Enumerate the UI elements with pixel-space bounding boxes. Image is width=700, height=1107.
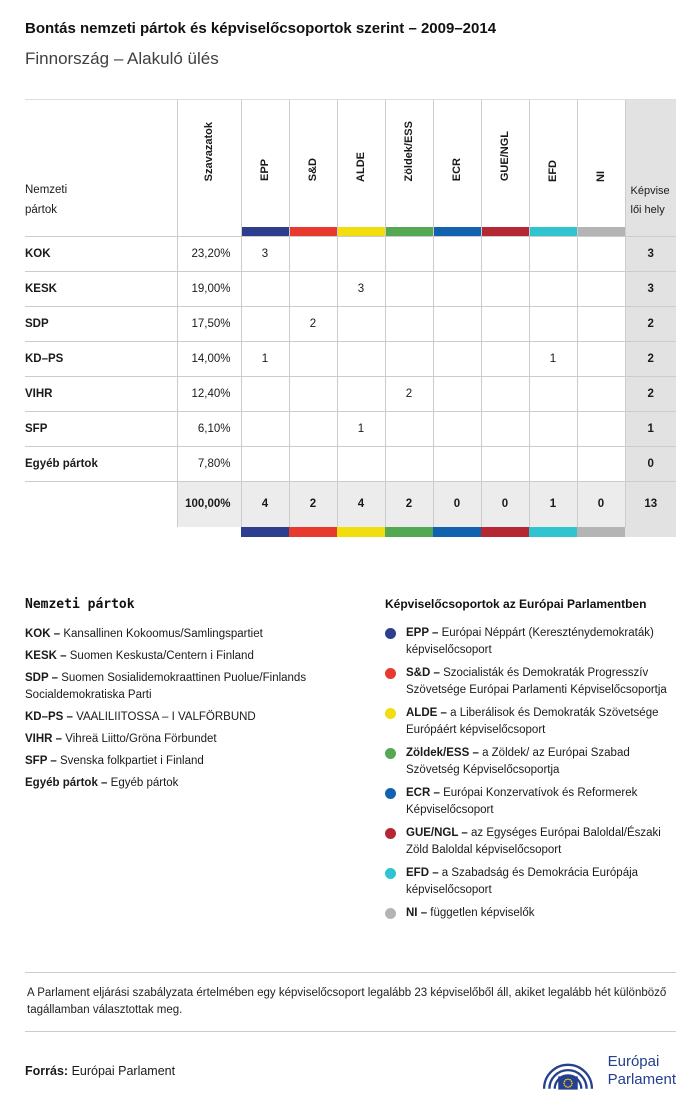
table-row (25, 377, 676, 412)
group-cell (481, 447, 529, 482)
legend-abbr: Egyéb pártok – (25, 776, 108, 789)
group-column-header: EFD (529, 100, 577, 227)
votes-cell: 23,20% (177, 237, 241, 272)
group-cell (385, 237, 433, 272)
group-cell (385, 412, 433, 447)
bar-spacer (25, 527, 177, 537)
table-row (25, 412, 676, 447)
group-cell (481, 237, 529, 272)
source-value: Európai Parlament (71, 1063, 176, 1078)
page-subtitle: Finnország – Alakuló ülés (25, 49, 219, 68)
group-cell (577, 237, 625, 272)
ep-logo (537, 1048, 676, 1094)
total-group-cell: 0 (433, 482, 481, 527)
legend-group-item (385, 905, 676, 922)
group-color-dot (385, 828, 396, 839)
legend-party-item (25, 626, 355, 643)
legend-abbr: S&D – (406, 666, 440, 679)
group-color-dot (385, 708, 396, 719)
legend-abbr: EFD – (406, 866, 439, 879)
table-row (25, 307, 676, 342)
legend-name: VAALILIITOSSA – I VALFÖRBUND (76, 710, 256, 723)
group-cell (385, 272, 433, 307)
seats-column-footer (625, 527, 676, 537)
seats-cell: 0 (625, 447, 676, 482)
group-cell (529, 307, 577, 342)
legend-abbr: NI – (406, 906, 428, 919)
group-cell (529, 377, 577, 412)
votes-cell: 19,00% (177, 272, 241, 307)
group-cell (577, 377, 625, 412)
legend-abbr: ALDE – (406, 706, 447, 719)
group-cell (481, 307, 529, 342)
legend-name: a Zöldek/ az Európai Szabad Szövetség Képviselőcsoportja (406, 746, 630, 776)
votes-cell: 17,50% (177, 307, 241, 342)
group-color-bar (385, 527, 433, 537)
legend-name: Kansallinen Kokoomus/Samlingspartiet (63, 627, 263, 640)
legend-abbr: SFP – (25, 754, 57, 767)
group-cell (481, 412, 529, 447)
group-cell: 3 (241, 237, 289, 272)
total-group-cell: 1 (529, 482, 577, 527)
legend-abbr: EPP – (406, 626, 439, 639)
legend-group-item (385, 745, 676, 779)
legend-abbr: SDP – (25, 671, 59, 684)
legend-party-item (25, 775, 355, 792)
group-column-header: S&D (289, 100, 337, 227)
legend-name: a Szabadság és Demokrácia Európája képviselőcsoport (406, 866, 639, 896)
group-legend-title: Képviselőcsoportok az Európai Parlamentben (385, 596, 647, 611)
group-color-dot (385, 668, 396, 679)
seats-cell: 2 (625, 342, 676, 377)
party-name: KOK (25, 237, 177, 272)
group-cell (241, 377, 289, 412)
group-cell: 1 (337, 412, 385, 447)
group-cell: 2 (289, 307, 337, 342)
group-cell (385, 447, 433, 482)
legend-abbr: GUE/NGL – (406, 826, 468, 839)
group-cell (289, 412, 337, 447)
legend-name: Egyéb pártok (110, 776, 179, 789)
legend-party-item (25, 670, 355, 704)
legend-group-item (385, 625, 676, 659)
results-table (25, 99, 676, 537)
group-color-bar (289, 227, 337, 237)
legends (25, 597, 676, 928)
group-cell (577, 307, 625, 342)
party-name: SDP (25, 307, 177, 342)
group-cell: 1 (529, 342, 577, 377)
ep-logo-text: Európai Parlament (607, 1052, 676, 1088)
party-name: VIHR (25, 377, 177, 412)
total-group-cell: 0 (577, 482, 625, 527)
table-row (25, 237, 676, 272)
votes-cell: 12,40% (177, 377, 241, 412)
group-cell (289, 377, 337, 412)
legend-name: Szocialisták és Demokraták Progresszív Szövetsége Európai Parlamenti Képviselőcsoportja (406, 666, 667, 696)
legend-name: az Egységes Európai Baloldal/Északi Zöld Baloldal képviselőcsoport (406, 826, 661, 856)
footnote: A Parlament eljárási szabályzata értelmében egy képviselőcsoport legalább 23 képviselőből áll, akiket legalább hét különböző tagállamban választottak meg. (25, 972, 676, 1032)
seats-cell: 2 (625, 377, 676, 412)
seats-column-header: Képvise lői hely (625, 100, 676, 237)
legend-name: Suomen Sosialidemokraattinen Puolue/Finlands Socialdemokratiska Parti (25, 671, 307, 701)
group-cell (577, 272, 625, 307)
table-row (25, 272, 676, 307)
table-row (25, 342, 676, 377)
legend-name: Vihreä Liitto/Gröna Förbundet (65, 732, 217, 745)
group-cell (529, 447, 577, 482)
total-spacer (25, 482, 177, 527)
total-row (25, 482, 676, 527)
group-cell (577, 447, 625, 482)
group-cell (481, 377, 529, 412)
seats-cell: 2 (625, 307, 676, 342)
legend-abbr: KD–PS – (25, 710, 73, 723)
legend-party-item (25, 731, 355, 748)
group-color-bar (481, 527, 529, 537)
votes-cell: 6,10% (177, 412, 241, 447)
group-color-bar (241, 527, 289, 537)
legend-name: Svenska folkpartiet i Finland (59, 754, 204, 767)
group-cell: 3 (337, 272, 385, 307)
legend-group-item (385, 665, 676, 699)
group-cell (337, 377, 385, 412)
group-cell (241, 272, 289, 307)
group-color-bar (433, 227, 481, 237)
legend-abbr: KOK – (25, 627, 61, 640)
group-column-header: ECR (433, 100, 481, 227)
source (25, 1064, 175, 1078)
group-color-bar (385, 227, 433, 237)
group-legend (385, 597, 676, 928)
party-name: Egyéb pártok (25, 447, 177, 482)
group-cell (433, 272, 481, 307)
group-cell (433, 447, 481, 482)
group-column-header: ALDE (337, 100, 385, 227)
votes-cell: 7,80% (177, 447, 241, 482)
group-column-header: EPP (241, 100, 289, 227)
group-color-dot (385, 868, 396, 879)
group-color-dot (385, 788, 396, 799)
group-column-header: GUE/NGL (481, 100, 529, 227)
seats-cell: 3 (625, 272, 676, 307)
legend-abbr: KESK – (25, 649, 67, 662)
group-cell (433, 342, 481, 377)
group-cell (289, 237, 337, 272)
group-cell (289, 342, 337, 377)
legend-party-item (25, 709, 355, 726)
group-color-dot (385, 748, 396, 759)
group-cell (337, 307, 385, 342)
legend-group-item (385, 825, 676, 859)
total-group-cell: 2 (289, 482, 337, 527)
group-cell (433, 377, 481, 412)
group-color-bar (337, 527, 385, 537)
party-column-header: Nemzeti pártok (25, 100, 177, 237)
party-legend (25, 597, 385, 928)
group-color-bar (529, 227, 577, 237)
source-label: Forrás: (25, 1063, 69, 1078)
total-votes: 100,00% (177, 482, 241, 527)
group-cell (433, 412, 481, 447)
group-cell (241, 307, 289, 342)
group-column-header: Zöldek/ESS (385, 100, 433, 227)
group-cell (337, 342, 385, 377)
total-group-cell: 4 (337, 482, 385, 527)
legend-group-item (385, 865, 676, 899)
table-row (25, 447, 676, 482)
source-row (25, 1048, 676, 1094)
group-color-bar (529, 527, 577, 537)
group-cell (529, 237, 577, 272)
group-cell: 2 (385, 377, 433, 412)
legend-group-item (385, 705, 676, 739)
legend-name: a Liberálisok és Demokraták Szövetsége Európáért képviselőcsoport (406, 706, 659, 736)
seats-cell: 1 (625, 412, 676, 447)
group-cell (385, 307, 433, 342)
legend-group-item (385, 785, 676, 819)
group-color-dot (385, 628, 396, 639)
group-color-bar (433, 527, 481, 537)
group-cell (577, 342, 625, 377)
group-cell (481, 342, 529, 377)
group-cell (241, 447, 289, 482)
legend-name: Európai Néppárt (Kereszténydemokraták) képviselőcsoport (406, 626, 654, 656)
party-name: KESK (25, 272, 177, 307)
legend-name: Európai Konzervatívok és Reformerek Képviselőcsoport (406, 786, 638, 816)
group-color-bar (577, 227, 625, 237)
group-cell (433, 237, 481, 272)
group-color-bar (577, 527, 625, 537)
group-cell (577, 412, 625, 447)
group-cell (481, 272, 529, 307)
group-cell (241, 412, 289, 447)
group-column-header: NI (577, 100, 625, 227)
legend-abbr: VIHR – (25, 732, 63, 745)
group-cell (337, 237, 385, 272)
group-color-bar (289, 527, 337, 537)
party-legend-title: Nemzeti pártok (25, 596, 135, 612)
group-cell (529, 412, 577, 447)
group-cell (289, 272, 337, 307)
group-cell (337, 447, 385, 482)
total-group-cell: 2 (385, 482, 433, 527)
legend-party-item (25, 648, 355, 665)
total-group-cell: 4 (241, 482, 289, 527)
group-cell (289, 447, 337, 482)
bar-spacer (177, 527, 241, 537)
total-seats: 13 (625, 482, 676, 527)
legend-name: független képviselők (430, 906, 535, 919)
votes-cell: 14,00% (177, 342, 241, 377)
group-cell (433, 307, 481, 342)
ep-hemicycle-icon (537, 1048, 599, 1094)
group-cell (529, 272, 577, 307)
header-row (25, 100, 676, 227)
group-color-bar-row-bottom (25, 527, 676, 537)
legend-name: Suomen Keskusta/Centern i Finland (69, 649, 254, 662)
total-group-cell: 0 (481, 482, 529, 527)
group-cell (385, 342, 433, 377)
group-color-dot (385, 908, 396, 919)
party-name: SFP (25, 412, 177, 447)
group-color-bar (481, 227, 529, 237)
party-name: KD–PS (25, 342, 177, 377)
group-color-bar (241, 227, 289, 237)
legend-abbr: ECR – (406, 786, 440, 799)
legend-party-item (25, 753, 355, 770)
group-color-bar (337, 227, 385, 237)
votes-column-header: Szavazatok (177, 100, 241, 237)
group-cell: 1 (241, 342, 289, 377)
seats-cell: 3 (625, 237, 676, 272)
legend-abbr: Zöldek/ESS – (406, 746, 479, 759)
page-title: Bontás nemzeti pártok és képviselőcsoportok szerint – 2009–2014 (25, 20, 497, 37)
